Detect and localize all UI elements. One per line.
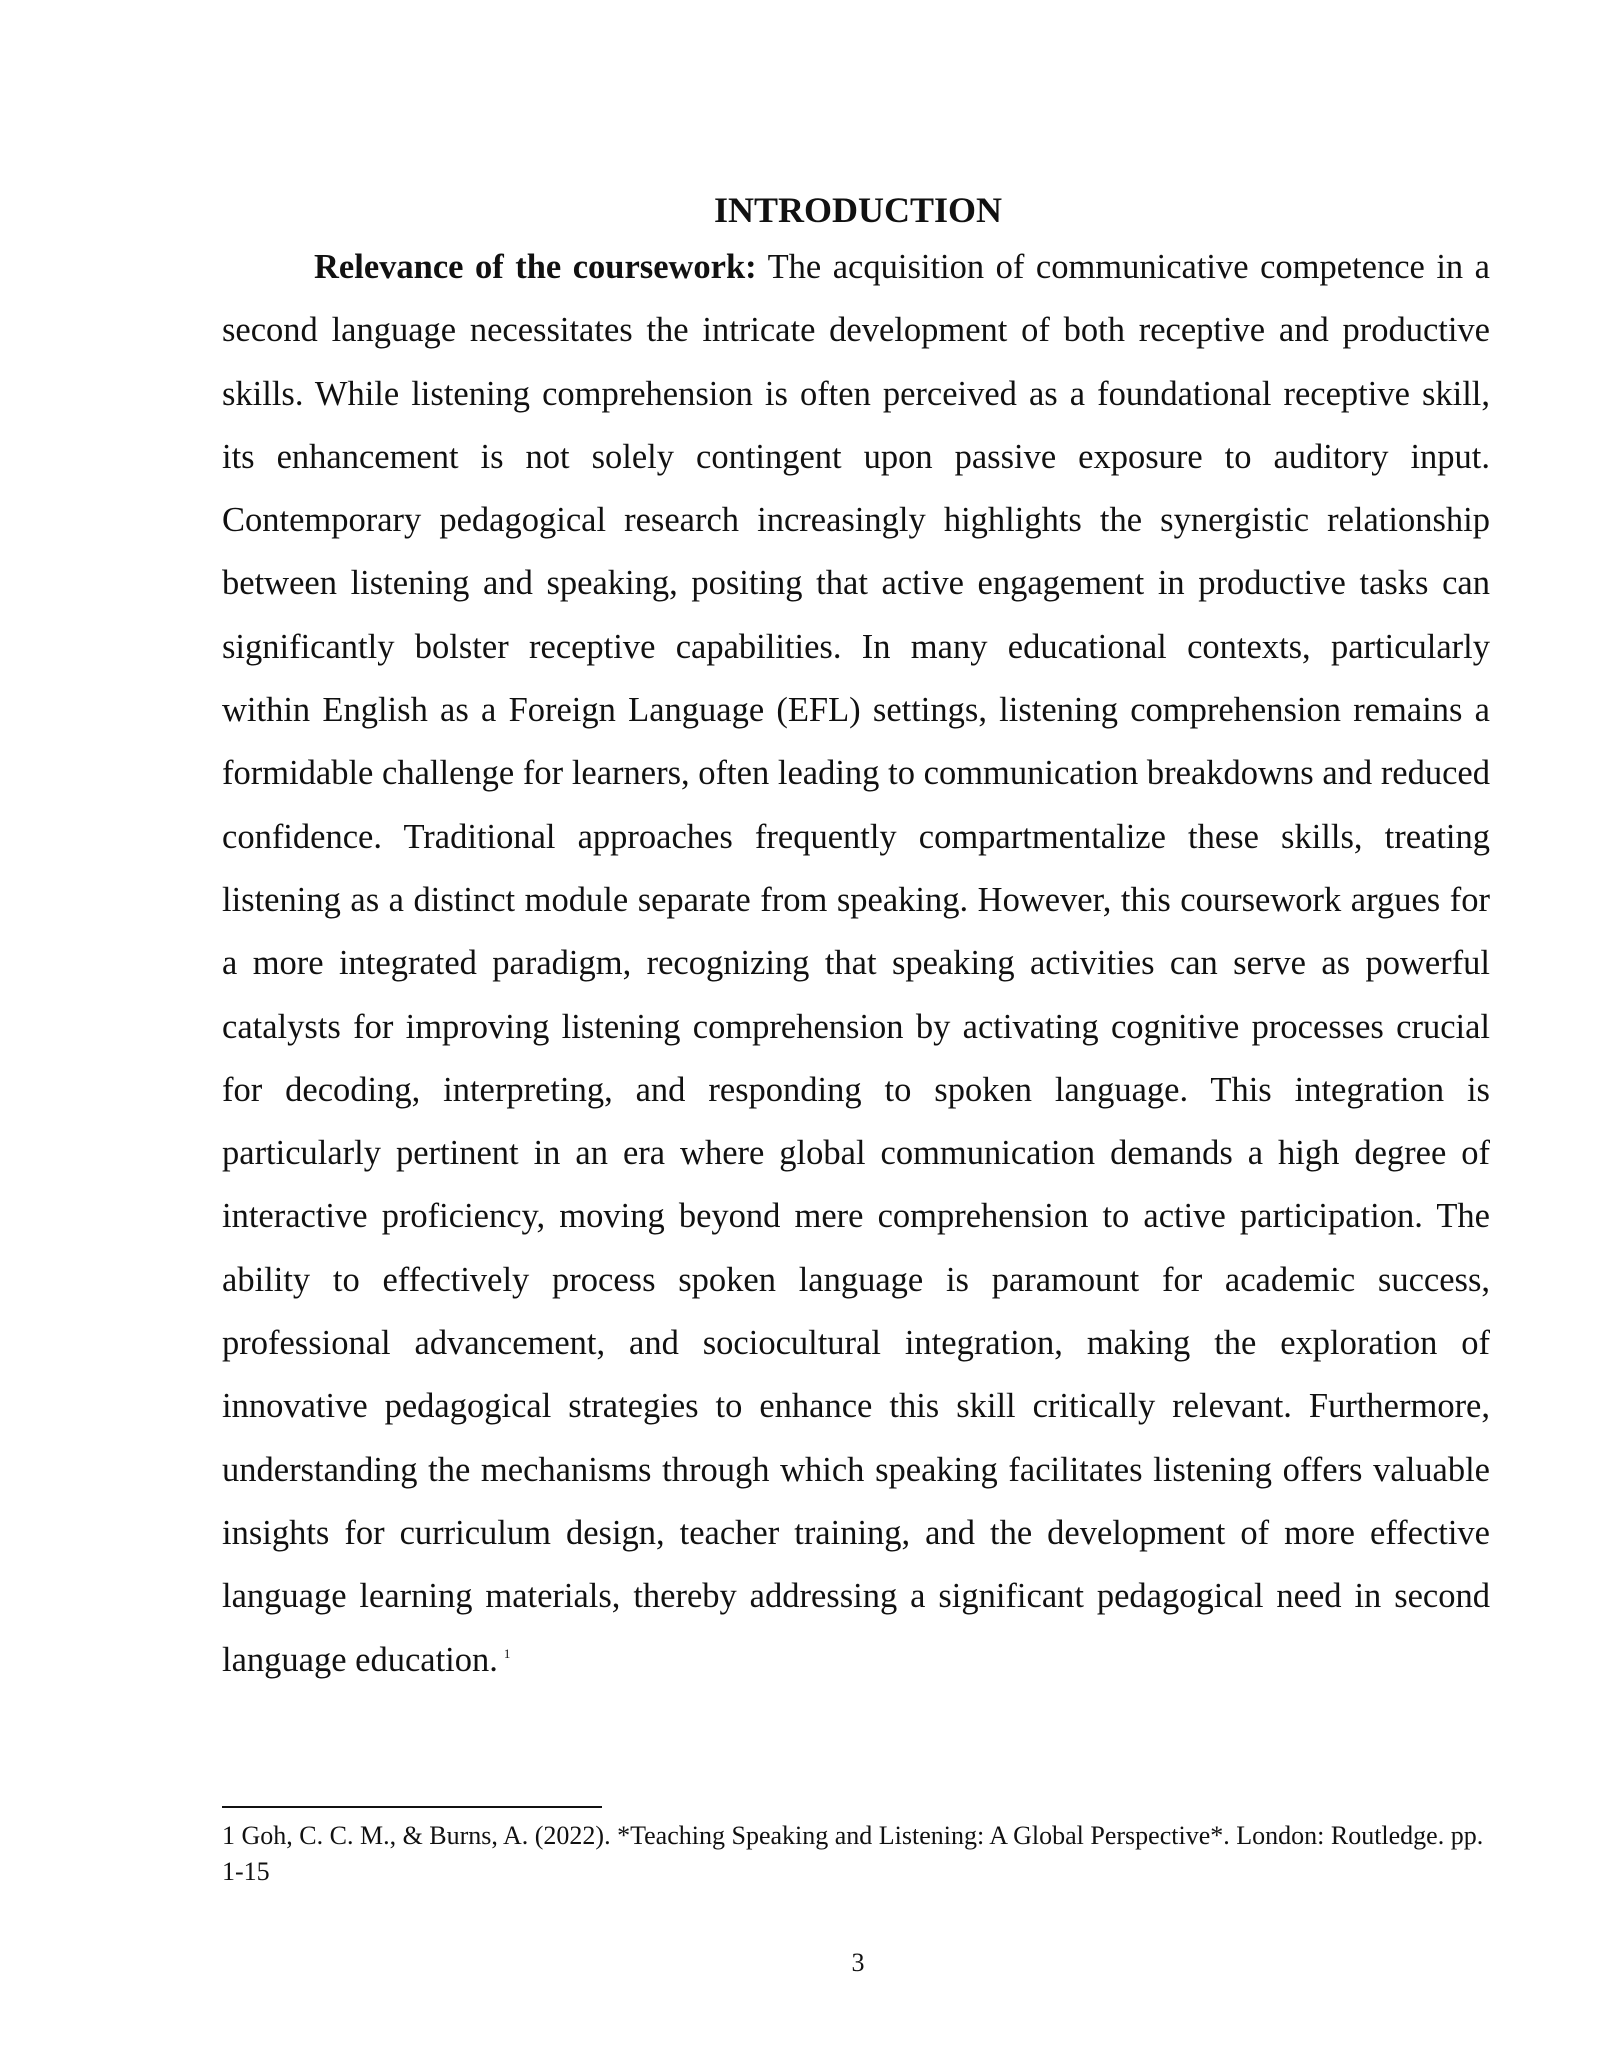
footnote-separator (222, 1806, 602, 1808)
footnote-text: Goh, C. C. M., & Burns, A. (2022). *Teaching Speaking and Listening: A Global Perspective*. London: Routledge. pp. 1-15 (222, 1821, 1484, 1886)
footnote-number: 1 (222, 1821, 235, 1850)
footnote-reference[interactable]: 1 (503, 1646, 511, 1662)
footnote (222, 1818, 1490, 1890)
body-paragraph (222, 236, 1490, 1692)
paragraph-text: The acquisition of communicative competence in a second language necessitates the intricate development of both receptive and productive skills. While listening comprehension is often perceived as a foundational receptive skill, its enhancement is not solely contingent upon passive exposure to auditory input. Contemporary pedagogical research increasingly highlights the synergistic relationship between listening and speaking, positing that active engagement in productive tasks can significantly bolster receptive capabilities. In many educational contexts, particularly within English as a Foreign Language (EFL) settings, listening comprehension remains a formidable challenge for learners, often leading to communication breakdowns and reduced confidence. Traditional approaches frequently compartmentalize these skills, treating listening as a distinct module separate from speaking. However, this coursework argues for a more integrated paradigm, recognizing that speaking activities can serve as powerful catalysts for improving listening comprehension by activating cognitive processes crucial for decoding, interpreting, and responding to spoken language. This integration is particularly pertinent in an era where global communication demands a high degree of interactive proficiency, moving beyond mere comprehension to active participation. The ability to effectively process spoken language is paramount for academic success, professional advancement, and sociocultural integration, making the exploration of innovative pedagogical strategies to enhance this skill critically relevant. Furthermore, understanding the mechanisms through which speaking facilitates listening offers valuable insights for curriculum design, teacher training, and the development of more effective language learning materials, thereby addressing a significant pedagogical need in second language education. (222, 248, 1490, 1679)
paragraph-lead: Relevance of the coursework: (314, 248, 757, 286)
page-number: 3 (851, 1948, 865, 1977)
section-heading: INTRODUCTION (713, 190, 1003, 230)
